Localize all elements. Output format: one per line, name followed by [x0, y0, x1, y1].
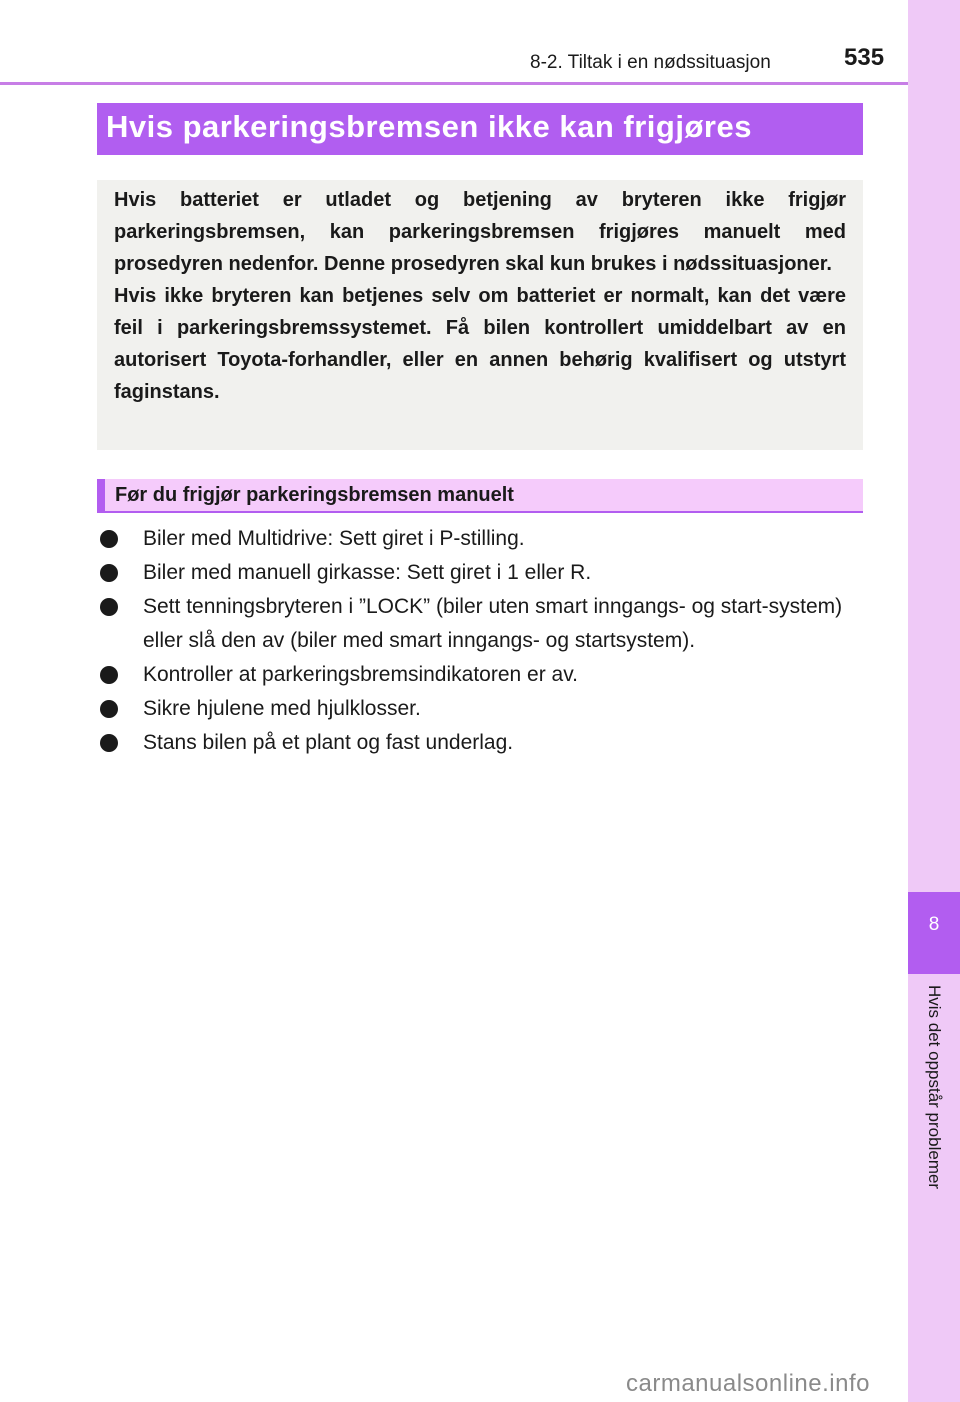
list-item: [100, 522, 864, 556]
intro-box: [97, 180, 863, 450]
intro-paragraph-1: Hvis batteriet er utladet og betjening av bryteren ikke frigjør parkeringsbremsen, kan parkeringsbremsen frigjøres manuelt med prosedyren nedenfor. Denne prosedyren skal kun brukes i nødssituasjoner.: [114, 189, 846, 275]
list-item: [100, 726, 864, 760]
list-item-text: Kontroller at parkeringsbremsindikatoren er av.: [143, 663, 578, 686]
bullet-icon: [100, 530, 118, 548]
bullet-icon: [100, 666, 118, 684]
bullet-icon: [100, 734, 118, 752]
list-item-text: Stans bilen på et plant og fast underlag.: [143, 731, 514, 754]
intro-paragraph-2: Hvis ikke bryteren kan betjenes selv om batteriet er normalt, kan det være feil i parkeringsbremssystemet. Få bilen kontrollert umiddelbart av en autorisert Toyota-forhandler, eller en annen behørig kvalifisert og utstyrt faginstans.: [114, 285, 846, 403]
chapter-number: 8: [928, 914, 940, 935]
page-number: 535: [844, 44, 885, 71]
bullet-list: [100, 522, 864, 760]
bullet-icon: [100, 564, 118, 582]
list-item-text: Sikre hjulene med hjulklosser.: [143, 697, 421, 720]
list-item: [100, 556, 864, 590]
page-title: Hvis parkeringsbremsen ikke kan frigjøres: [106, 109, 752, 144]
list-item: [100, 692, 864, 726]
subheading: Før du frigjør parkeringsbremsen manuelt: [115, 484, 514, 506]
watermark: carmanualsonline.info: [626, 1370, 870, 1397]
list-item-text: Sett tenningsbryteren i ”LOCK” (biler uten smart inngangs- og start-system) eller slå den av (biler med smart inngangs- og startsystem).: [143, 595, 843, 652]
list-item: [100, 590, 864, 658]
bullet-icon: [100, 700, 118, 718]
subheading-bar: [97, 479, 863, 513]
section-label: 8-2. Tiltak i en nødssituasjon: [530, 52, 771, 73]
title-banner: [97, 103, 863, 155]
bullet-icon: [100, 598, 118, 616]
header-divider: [0, 82, 908, 85]
chapter-title: Hvis det oppstår problemer: [925, 985, 944, 1190]
intro-text: [114, 184, 846, 408]
list-item-text: Biler med manuell girkasse: Sett giret i 1 eller R.: [143, 561, 592, 584]
list-item: [100, 658, 864, 692]
list-item-text: Biler med Multidrive: Sett giret i P-stilling.: [143, 527, 525, 550]
